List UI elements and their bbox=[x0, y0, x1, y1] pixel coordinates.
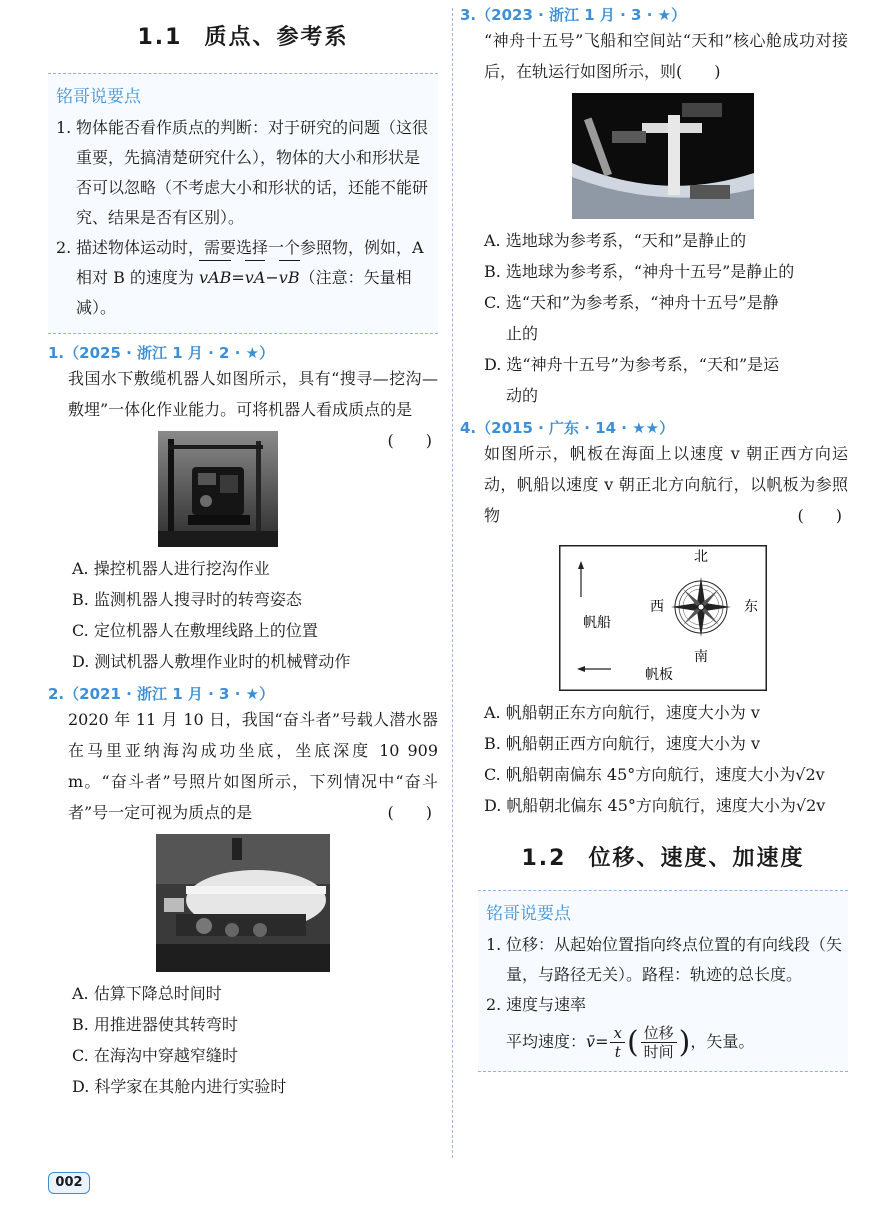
question-4 bbox=[460, 417, 848, 821]
section-title-1-1 bbox=[48, 20, 438, 51]
option-d[interactable]: D. 选“神舟十五号”为参考系，“天和”是运 动的 bbox=[484, 355, 780, 405]
west-label: 西 bbox=[650, 599, 664, 615]
option-b[interactable]: B. 用推进器使其转弯时 bbox=[72, 1015, 238, 1034]
option-a[interactable]: A. 帆船朝正东方向航行，速度大小为 v bbox=[484, 703, 760, 722]
question-body: 我国水下敷缆机器人如图所示，具有“搜寻—挖沟—敷埋”一体化作业能力。可将机器人看成质点的是 ( ) bbox=[48, 363, 438, 425]
answer-blank: ( ) bbox=[387, 431, 432, 450]
column-divider bbox=[452, 8, 453, 1158]
boat-label: 帆船 bbox=[583, 615, 611, 631]
average-velocity-formula: 平均速度：v̄= $\frac{x}{t}$ ( $\frac{\text{位移}}{\text{时间}}$ )，矢量。 bbox=[506, 1024, 755, 1061]
tips-box-2 bbox=[478, 890, 848, 1072]
answer-blank: ( ) bbox=[797, 506, 842, 525]
options-list bbox=[48, 978, 438, 1102]
vector-vb: vB bbox=[279, 263, 300, 293]
tips-box-1 bbox=[48, 73, 438, 334]
question-2 bbox=[48, 683, 438, 1102]
options-list bbox=[478, 225, 848, 411]
east-label: 东 bbox=[744, 599, 758, 615]
section-number: 1.1 bbox=[137, 25, 183, 50]
option-a[interactable]: A. 操控机器人进行挖沟作业 bbox=[72, 559, 270, 578]
option-b[interactable]: B. 帆船朝正西方向航行，速度大小为 v bbox=[484, 734, 761, 753]
option-c[interactable]: C. 在海沟中穿越窄缝时 bbox=[72, 1046, 238, 1065]
vector-vab: vAB bbox=[199, 263, 231, 293]
tip-item-1: 1. 物体能否看作质点的判断：对于研究的问题（这很重要，先搞清楚研究什么），物体的大小和形状是否可以忽略（不考虑大小和形状的话，还能不能研究、结果是否有区别）。 bbox=[56, 118, 429, 227]
option-d[interactable]: D. 帆船朝北偏东 45°方向航行，速度大小为√2v bbox=[484, 796, 826, 815]
option-b[interactable]: B. 选地球为参考系，“神舟十五号”是静止的 bbox=[484, 262, 795, 281]
question-body: 2020 年 11 月 10 日，我国“奋斗者”号载人潜水器在马里亚纳海沟成功坐底，坐底深度 10 909 m。“奋斗者”号照片如图所示，下列情况中“奋斗者”号一定可视为质点的是 ( ) bbox=[48, 704, 438, 828]
option-c[interactable]: C. 定位机器人在敷埋线路上的位置 bbox=[72, 621, 318, 640]
option-d[interactable]: D. 科学家在其舱内进行实验时 bbox=[72, 1077, 287, 1096]
option-c[interactable]: C. 帆船朝南偏东 45°方向航行，速度大小为√2v bbox=[484, 765, 825, 784]
option-a[interactable]: A. 估算下降总时间时 bbox=[72, 984, 222, 1003]
options-list bbox=[48, 553, 438, 677]
tip-item-1: 1. 位移：从起始位置指向终点位置的有向线段（矢量，与路径无关）。路程：轨迹的总长度。 bbox=[486, 935, 843, 984]
question-body: 如图所示，帆板在海面上以速度 v 朝正西方向运动，帆船以速度 v 朝正北方向航行，以帆板为参照物 ( ) bbox=[478, 438, 848, 531]
question-head: 2.（2021 · 浙江 1 月 · 3 · ★） bbox=[48, 685, 275, 703]
section-number: 1.2 bbox=[521, 846, 567, 871]
section-title-text: 质点、参考系 bbox=[204, 25, 349, 50]
tip-item-2: 2. 速度与速率 bbox=[486, 995, 587, 1014]
answer-blank: ( ) bbox=[387, 803, 432, 822]
question-body: “神舟十五号”飞船和空间站“天和”核心舱成功对接后，在轨运行如图所示，则( ) bbox=[484, 31, 848, 81]
question-1 bbox=[48, 342, 438, 677]
space-station-photo bbox=[572, 93, 754, 219]
question-head: 3.（2023 · 浙江 1 月 · 3 · ★） bbox=[460, 6, 687, 24]
option-d[interactable]: D. 测试机器人敷埋作业时的机械臂动作 bbox=[72, 652, 351, 671]
tips-heading: 铭哥说要点 bbox=[486, 904, 571, 924]
question-head: 4.（2015 · 广东 · 14 · ★★） bbox=[460, 419, 675, 437]
left-column bbox=[48, 0, 438, 1102]
right-column bbox=[460, 0, 848, 1072]
option-c[interactable]: C. 选“天和”为参考系，“神舟十五号”是静 止的 bbox=[484, 293, 779, 343]
section-title-1-2 bbox=[478, 841, 848, 872]
vector-va: vA bbox=[245, 263, 266, 293]
question-3 bbox=[460, 4, 848, 411]
question-head: 1.（2025 · 浙江 1 月 · 2 · ★） bbox=[48, 344, 275, 362]
south-label: 南 bbox=[694, 649, 708, 665]
north-label: 北 bbox=[694, 549, 708, 565]
compass-figure bbox=[559, 545, 767, 691]
tips-heading: 铭哥说要点 bbox=[56, 87, 141, 107]
options-list bbox=[478, 697, 848, 821]
robot-photo bbox=[158, 431, 278, 547]
page-number: 002 bbox=[48, 1172, 90, 1194]
submersible-photo bbox=[156, 834, 330, 972]
board-label: 帆板 bbox=[645, 667, 673, 683]
tip-item-2: 2. 描述物体运动时，需要选择一个参照物，例如，A 相对 B 的速度为 vAB=vA−vB（注意：矢量相减）。 bbox=[56, 238, 424, 317]
section-title-text: 位移、速度、加速度 bbox=[588, 846, 805, 871]
option-a[interactable]: A. 选地球为参考系，“天和”是静止的 bbox=[484, 231, 747, 250]
option-b[interactable]: B. 监测机器人搜寻时的转弯姿态 bbox=[72, 590, 302, 609]
